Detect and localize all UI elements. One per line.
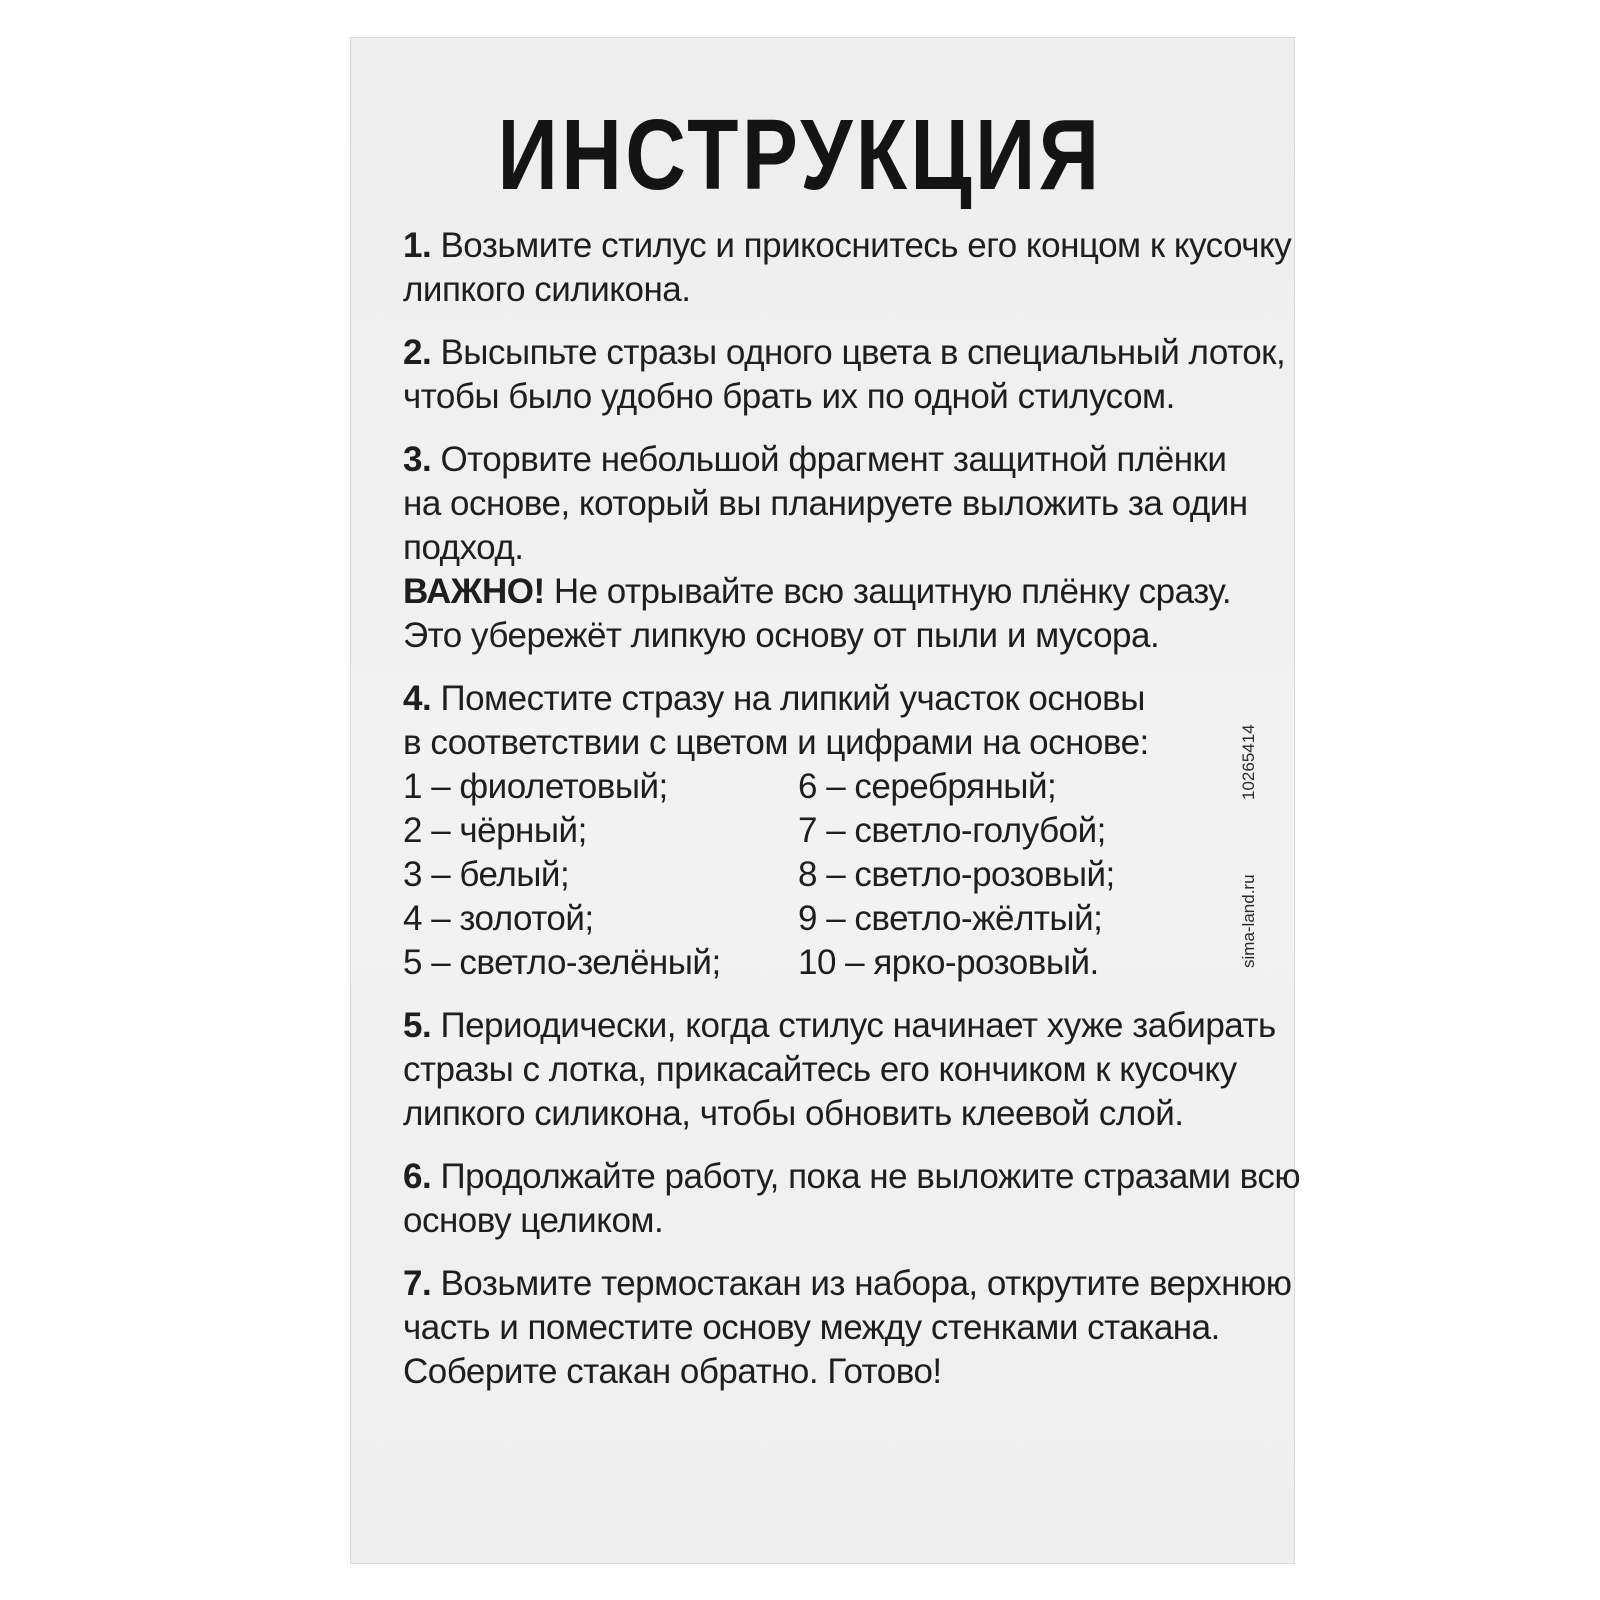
step-line: Соберите стакан обратно. Готово! — [403, 1352, 942, 1391]
step-line: липкого силикона, чтобы обновить клеевой слой. — [403, 1094, 1184, 1133]
step-line: 4. Поместите стразу на липкий участок основы — [403, 679, 1145, 718]
step-number: 6. — [403, 1157, 432, 1196]
step-line: чтобы было удобно брать их по одной стилусом. — [403, 377, 1175, 416]
color-item: 5 – светло-зелёный; — [403, 943, 721, 982]
warning-line: ВАЖНО! Не отрывайте всю защитную плёнку сразу. — [403, 572, 1232, 611]
color-legend — [403, 765, 1263, 985]
warning-label: ВАЖНО! — [403, 572, 545, 611]
warning-line: Это убережёт липкую основу от пыли и мусора. — [403, 616, 1160, 655]
color-item: 1 – фиолетовый; — [403, 767, 668, 806]
step-line: подход. — [403, 528, 524, 567]
step-number: 3. — [403, 440, 432, 479]
step-number: 4. — [403, 679, 432, 718]
step-line: в соответствии с цветом и цифрами на основе: — [403, 723, 1149, 762]
step-7 — [403, 1262, 1292, 1394]
color-item: 2 – чёрный; — [403, 811, 587, 850]
color-item: 3 – белый; — [403, 855, 570, 894]
step-number: 2. — [403, 333, 432, 372]
color-item: 7 – светло-голубой; — [798, 811, 1106, 850]
color-item: 6 – серебряный; — [798, 767, 1057, 806]
step-line: основу целиком. — [403, 1201, 664, 1240]
step-number: 7. — [403, 1264, 432, 1303]
step-1 — [403, 224, 1292, 312]
step-line: на основе, который вы планируете выложить за один — [403, 484, 1248, 523]
step-line: часть и поместите основу между стенками стакана. — [403, 1308, 1220, 1347]
website-label: sima-land.ru — [1239, 874, 1258, 968]
step-5 — [403, 1004, 1276, 1136]
step-6 — [403, 1155, 1301, 1243]
page-title: ИНСТРУКЦИЯ — [497, 99, 1103, 211]
step-number: 5. — [403, 1006, 432, 1045]
step-line: 7. Возьмите термостакан из набора, открутите верхнюю — [403, 1264, 1292, 1303]
step-line: 6. Продолжайте работу, пока не выложите стразами всю — [403, 1157, 1301, 1196]
step-line: 1. Возьмите стилус и прикоснитесь его концом к кусочку — [403, 226, 1292, 265]
step-line: 3. Оторвите небольшой фрагмент защитной плёнки — [403, 440, 1227, 479]
color-item: 4 – золотой; — [403, 899, 594, 938]
color-item: 9 – светло-жёлтый; — [798, 899, 1103, 938]
instruction-body — [403, 224, 1301, 1413]
color-item: 8 – светло-розовый; — [798, 855, 1115, 894]
product-code: 10265414 — [1239, 724, 1258, 800]
step-line: 5. Периодически, когда стилус начинает хуже забирать — [403, 1006, 1276, 1045]
step-2 — [403, 331, 1286, 419]
step-line: 2. Высыпьте стразы одного цвета в специальный лоток, — [403, 333, 1286, 372]
step-3 — [403, 438, 1263, 658]
step-line: липкого силикона. — [403, 270, 691, 309]
step-number: 1. — [403, 226, 432, 265]
step-line: стразы с лотка, прикасайтесь его кончиком к кусочку — [403, 1050, 1237, 1089]
step-4 — [403, 677, 1263, 765]
color-item: 10 – ярко-розовый. — [798, 943, 1099, 982]
